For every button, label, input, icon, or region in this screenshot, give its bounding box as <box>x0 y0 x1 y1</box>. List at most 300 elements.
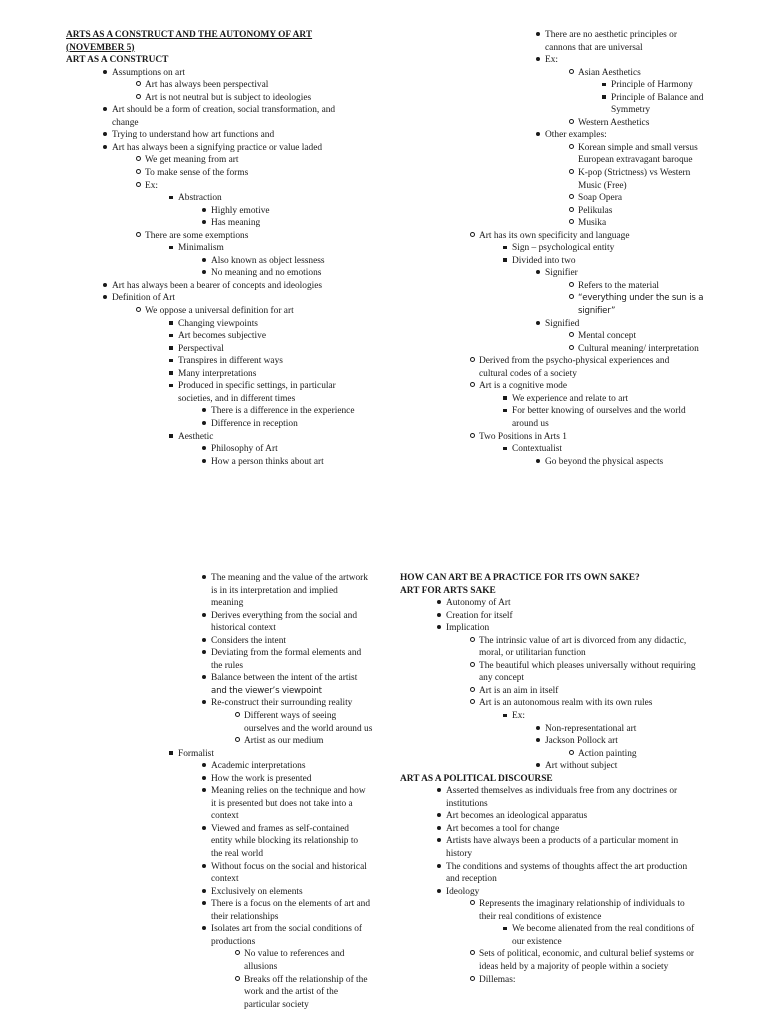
bullet-square-icon <box>164 431 178 444</box>
line-text: “everything under the sun is a <box>578 293 704 304</box>
list-item <box>66 773 386 786</box>
bullet-circle-icon <box>564 167 578 180</box>
list-item <box>66 748 386 761</box>
list-item <box>66 610 386 623</box>
line-text: meaning <box>211 598 244 609</box>
list-item <box>66 79 356 92</box>
text-line <box>66 585 386 598</box>
bullet-dot-icon <box>531 129 545 142</box>
bullet-circle-icon <box>564 142 578 155</box>
list-item <box>400 292 730 305</box>
line-text: Academic interpretations <box>211 761 306 772</box>
list-item <box>400 431 730 444</box>
bullet-dot-icon <box>531 760 545 773</box>
list-item <box>66 330 356 343</box>
text-line <box>66 597 386 610</box>
column-top-left <box>66 29 356 468</box>
line-text: Transpires in different ways <box>178 356 283 367</box>
bullet-dot-icon <box>197 205 211 218</box>
list-item <box>400 54 730 67</box>
list-item <box>66 242 356 255</box>
bullet-dot-icon <box>197 672 211 685</box>
text-line <box>66 835 386 848</box>
list-item <box>400 255 730 268</box>
list-item <box>66 948 386 961</box>
bullet-dot-icon <box>197 418 211 431</box>
text-line <box>400 104 730 117</box>
line-text: For better knowing of ourselves and the world <box>512 406 686 417</box>
line-text: entity while blocking its relationship to <box>211 836 359 847</box>
line-text: any concept <box>479 673 525 684</box>
line-text: the real world <box>211 849 264 860</box>
list-item <box>400 710 730 723</box>
list-item <box>66 154 356 167</box>
line-text: Korean simple and small versus <box>578 142 698 153</box>
line-text: Art without subject <box>545 761 618 772</box>
list-item <box>400 92 730 105</box>
bullet-dot-icon <box>197 760 211 773</box>
line-text: There are no aesthetic principles or <box>545 30 677 40</box>
list-item <box>400 974 730 987</box>
list-item <box>400 117 730 130</box>
line-text: Music (Free) <box>578 180 627 191</box>
line-text: signifier” <box>578 306 616 317</box>
bullet-square-icon <box>597 79 611 92</box>
list-item <box>400 861 730 874</box>
line-text: cultural codes of a society <box>479 368 577 379</box>
line-text: Derives everything from the social and <box>211 610 358 621</box>
line-text: Asian Aesthetics <box>578 67 641 78</box>
list-item <box>400 67 730 80</box>
list-item <box>400 760 730 773</box>
section-heading <box>400 572 730 585</box>
list-item <box>66 697 386 710</box>
line-text: Definition of Art <box>112 293 176 304</box>
bullet-circle-icon <box>131 167 145 180</box>
bullet-dot-icon <box>197 823 211 836</box>
list-item <box>66 735 386 748</box>
bullet-dot-icon <box>197 217 211 230</box>
bullet-square-icon <box>498 405 512 418</box>
bullet-dot-icon <box>197 267 211 280</box>
line-text: Deviating from the formal elements and <box>211 648 362 659</box>
line-text: K-pop (Strictness) vs Western <box>578 168 691 179</box>
bullet-circle-icon <box>465 431 479 444</box>
list-item <box>66 318 356 331</box>
line-text: Exclusively on elements <box>211 886 303 897</box>
text-line <box>400 42 730 55</box>
bullet-square-icon <box>498 710 512 723</box>
list-item <box>66 635 386 648</box>
line-text: Ideology <box>446 886 480 897</box>
list-item <box>66 67 356 80</box>
bullet-dot-icon <box>98 67 112 80</box>
bullet-circle-icon <box>564 343 578 356</box>
line-text: Aesthetic <box>178 431 214 442</box>
line-text: Produced in specific settings, in particular <box>178 381 336 392</box>
text-line <box>400 961 730 974</box>
line-text: and reception <box>446 874 497 885</box>
list-item <box>400 622 730 635</box>
line-text: is in its interpretation and implied <box>211 585 338 596</box>
list-item <box>66 104 356 117</box>
bullet-circle-icon <box>131 305 145 318</box>
line-text: Represents the imaginary relationship of individuals to <box>479 899 685 910</box>
list-item <box>400 79 730 92</box>
line-text: Minimalism <box>178 243 224 254</box>
bullet-dot-icon <box>197 456 211 469</box>
bullet-square-icon <box>164 330 178 343</box>
list-item <box>66 217 356 230</box>
list-item <box>66 898 386 911</box>
list-item <box>66 785 386 798</box>
line-text: Art becomes a tool for change <box>446 823 560 834</box>
list-item <box>400 267 730 280</box>
line-text: Art is not neutral but is subject to ideologies <box>145 92 312 103</box>
line-text: and the viewer’s viewpoint <box>211 685 322 696</box>
line-text: Has meaning <box>211 218 261 229</box>
bullet-dot-icon <box>432 597 446 610</box>
list-item <box>400 785 730 798</box>
line-text: The meaning and the value of the artwork <box>211 573 368 583</box>
line-text: Pelikulas <box>578 205 613 216</box>
line-text: Signified <box>545 318 580 329</box>
line-text: moral, or utilitarian function <box>479 648 586 659</box>
line-text: Autonomy of Art <box>446 598 511 609</box>
line-text: We get meaning from art <box>145 155 239 166</box>
bullet-dot-icon <box>531 318 545 331</box>
line-text: work and the artist of the <box>244 987 338 998</box>
line-text: Changing viewpoints <box>178 318 258 329</box>
line-text: Signifier <box>545 268 578 279</box>
list-item <box>66 368 356 381</box>
text-line <box>66 798 386 811</box>
line-text: cannons that are universal <box>545 42 643 53</box>
list-item <box>66 572 386 585</box>
line-text: Go beyond the physical aspects <box>545 456 664 467</box>
bullet-dot-icon <box>98 142 112 155</box>
list-item <box>66 280 356 293</box>
bullet-dot-icon <box>197 886 211 899</box>
bullet-circle-icon <box>131 180 145 193</box>
bullet-circle-icon <box>465 230 479 243</box>
text-line <box>66 936 386 949</box>
list-item <box>400 886 730 899</box>
line-text: European extravagant baroque <box>578 155 693 166</box>
text-line <box>66 660 386 673</box>
bullet-square-icon <box>164 368 178 381</box>
line-text: Also known as object lessness <box>211 255 325 266</box>
list-item <box>66 355 356 368</box>
bullet-dot-icon <box>432 610 446 623</box>
line-text: Implication <box>446 623 490 634</box>
bullet-dot-icon <box>432 835 446 848</box>
bullet-circle-icon <box>465 974 479 987</box>
line-text: Meaning relies on the technique and how <box>211 786 366 797</box>
line-text: Sign – psychological entity <box>512 243 615 254</box>
bullet-square-icon <box>498 255 512 268</box>
list-item <box>66 923 386 936</box>
line-text: Non-representational art <box>545 723 637 734</box>
line-text: Re-construct their surrounding reality <box>211 698 353 709</box>
section-heading <box>66 29 356 42</box>
bullet-dot-icon <box>197 635 211 648</box>
line-text: Action painting <box>578 748 637 759</box>
bullet-dot-icon <box>432 785 446 798</box>
bullet-dot-icon <box>197 861 211 874</box>
list-item <box>66 380 356 393</box>
list-item <box>66 861 386 874</box>
line-text: Highly emotive <box>211 205 270 216</box>
list-item <box>400 205 730 218</box>
line-text: their real conditions of existence <box>479 911 602 922</box>
list-item <box>400 923 730 936</box>
bullet-circle-icon <box>465 380 479 393</box>
line-text: HOW CAN ART BE A PRACTICE FOR ITS OWN SAKE? <box>400 573 640 583</box>
line-text: Assumptions on art <box>112 67 185 78</box>
line-text: Divided into two <box>512 255 576 266</box>
list-item <box>400 330 730 343</box>
line-text: ourselves and the world around us <box>244 723 373 734</box>
bullet-dot-icon <box>197 785 211 798</box>
line-text: Soap Opera <box>578 193 622 204</box>
column-bottom-right <box>400 572 730 986</box>
line-text: Art has always been a signifying practice or value laded <box>112 142 323 153</box>
line-text: Principle of Balance and <box>611 92 704 103</box>
bullet-circle-icon <box>564 205 578 218</box>
line-text: Jackson Pollock art <box>545 736 618 747</box>
bullet-circle-icon <box>564 748 578 761</box>
line-text: Artists have always been a products of a particular moment in <box>446 836 679 847</box>
line-text: Trying to understand how art functions and <box>112 130 275 141</box>
bullet-dot-icon <box>432 810 446 823</box>
line-text: We experience and relate to art <box>512 393 629 404</box>
list-item <box>400 343 730 356</box>
bullet-dot-icon <box>197 923 211 936</box>
section-heading <box>400 773 730 786</box>
list-item <box>400 635 730 648</box>
list-item <box>400 242 730 255</box>
line-text: Art has its own specificity and language <box>479 230 630 241</box>
bullet-dot-icon <box>531 54 545 67</box>
bullet-dot-icon <box>197 610 211 623</box>
text-line <box>66 986 386 999</box>
list-item <box>400 393 730 406</box>
line-text: No meaning and no emotions <box>211 268 322 279</box>
line-text: Two Positions in Arts 1 <box>479 431 567 442</box>
text-line <box>400 180 730 193</box>
line-text: Art becomes subjective <box>178 331 266 342</box>
list-item <box>66 886 386 899</box>
list-item <box>66 456 356 469</box>
bullet-dot-icon <box>197 572 211 585</box>
line-text: Principle of Harmony <box>611 80 693 91</box>
line-text: Sets of political, economic, and cultural belief systems or <box>479 949 695 960</box>
line-text: Mental concept <box>578 331 637 342</box>
line-text: Creation for itself <box>446 610 513 621</box>
line-text: Cultural meaning/ interpretation <box>578 343 699 354</box>
list-item <box>66 255 356 268</box>
list-item <box>66 92 356 105</box>
line-text: history <box>446 849 473 860</box>
line-text: institutions <box>446 798 488 809</box>
bullet-dot-icon <box>98 280 112 293</box>
list-item <box>66 292 356 305</box>
line-text: Art is an autonomous realm with its own rules <box>479 698 653 709</box>
list-item <box>400 167 730 180</box>
bullet-dot-icon <box>531 456 545 469</box>
bullet-circle-icon <box>230 948 244 961</box>
bullet-circle-icon <box>465 355 479 368</box>
bullet-circle-icon <box>465 660 479 673</box>
bullet-square-icon <box>498 393 512 406</box>
bullet-square-icon <box>597 92 611 105</box>
bullet-circle-icon <box>465 685 479 698</box>
line-text: There is a difference in the experience <box>211 406 355 417</box>
text-line <box>400 647 730 660</box>
bullet-circle-icon <box>564 67 578 80</box>
bullet-square-icon <box>498 443 512 456</box>
bullet-circle-icon <box>230 735 244 748</box>
list-item <box>66 343 356 356</box>
bullet-dot-icon <box>432 622 446 635</box>
line-text: No value to references and <box>244 949 345 960</box>
list-item <box>400 610 730 623</box>
list-item <box>400 29 730 42</box>
bullet-square-icon <box>164 242 178 255</box>
text-line <box>400 672 730 685</box>
line-text: Ex: <box>512 711 526 722</box>
line-text: Formalist <box>178 748 214 759</box>
text-line <box>66 622 386 635</box>
line-text: To make sense of the forms <box>145 168 249 179</box>
column-bottom-left <box>66 572 386 1011</box>
column-top-right <box>400 29 730 468</box>
bullet-circle-icon <box>131 230 145 243</box>
line-text: Musika <box>578 218 607 229</box>
bullet-dot-icon <box>98 104 112 117</box>
text-line <box>400 873 730 886</box>
list-item <box>66 443 356 456</box>
text-line <box>66 999 386 1012</box>
list-item <box>400 217 730 230</box>
text-line <box>400 305 730 318</box>
line-text: Balance between the intent of the artist <box>211 673 358 684</box>
list-item <box>400 685 730 698</box>
bullet-circle-icon <box>564 217 578 230</box>
list-item <box>400 898 730 911</box>
line-text: Viewed and frames as self-contained <box>211 823 349 834</box>
bullet-circle-icon <box>230 974 244 987</box>
line-text: allusions <box>244 961 278 972</box>
line-text: Perspectival <box>178 343 224 354</box>
line-text: ART AS A POLITICAL DISCOURSE <box>400 773 553 784</box>
line-text: We become alienated from the real conditions of <box>512 924 695 935</box>
bullet-circle-icon <box>564 330 578 343</box>
bullet-dot-icon <box>531 29 545 42</box>
line-text: Refers to the material <box>578 280 659 291</box>
list-item <box>400 697 730 710</box>
line-text: their relationships <box>211 911 279 922</box>
line-text: Art is a cognitive mode <box>479 381 568 392</box>
line-text: the rules <box>211 660 244 671</box>
bullet-circle-icon <box>131 92 145 105</box>
list-item <box>400 948 730 961</box>
line-text: our existence <box>512 936 562 947</box>
line-text: Difference in reception <box>211 418 298 429</box>
list-item <box>400 280 730 293</box>
bullet-circle-icon <box>564 192 578 205</box>
line-text: Derived from the psycho-physical experiences and <box>479 356 670 367</box>
bullet-dot-icon <box>98 129 112 142</box>
bullet-square-icon <box>498 923 512 936</box>
line-text: We oppose a universal definition for art <box>145 306 294 317</box>
line-text: ARTS AS A CONSTRUCT AND THE AUTONOMY OF ART <box>66 30 313 40</box>
bullet-circle-icon <box>465 697 479 710</box>
line-text: The beautiful which pleases universally without requiring <box>479 660 696 671</box>
bullet-dot-icon <box>432 823 446 836</box>
list-item <box>400 230 730 243</box>
bullet-square-icon <box>164 192 178 205</box>
line-text: Art has always been a bearer of concepts and ideologies <box>112 280 323 291</box>
line-text: Art has always been perspectival <box>145 80 269 91</box>
list-item <box>66 267 356 280</box>
list-item <box>66 823 386 836</box>
bullet-circle-icon <box>564 280 578 293</box>
line-text: Other examples: <box>545 130 607 141</box>
bullet-dot-icon <box>197 898 211 911</box>
bullet-dot-icon <box>197 405 211 418</box>
line-text: context <box>211 874 239 885</box>
text-line <box>66 848 386 861</box>
text-line <box>66 961 386 974</box>
list-item <box>400 823 730 836</box>
list-item <box>400 443 730 456</box>
line-text: (NOVEMBER 5) <box>66 42 135 53</box>
line-text: There is a focus on the elements of art and <box>211 899 371 910</box>
line-text: Without focus on the social and historical <box>211 861 367 872</box>
list-item <box>66 974 386 987</box>
line-text: productions <box>211 936 256 947</box>
text-line <box>66 810 386 823</box>
line-text: context <box>211 811 239 822</box>
line-text: change <box>112 117 139 128</box>
list-item <box>66 431 356 444</box>
line-text: ideas held by a majority of people within a society <box>479 961 669 972</box>
line-text: How a person thinks about art <box>211 456 324 467</box>
line-text: ART AS A CONSTRUCT <box>66 55 169 66</box>
bullet-square-icon <box>164 318 178 331</box>
list-item <box>66 129 356 142</box>
text-line <box>400 154 730 167</box>
line-text: Considers the intent <box>211 635 286 646</box>
text-line <box>66 911 386 924</box>
line-text: Art is an aim in itself <box>479 685 559 696</box>
bullet-dot-icon <box>531 267 545 280</box>
list-item <box>66 418 356 431</box>
line-text: Abstraction <box>178 193 222 204</box>
bullet-circle-icon <box>465 635 479 648</box>
list-item <box>66 647 386 660</box>
line-text: Different ways of seeing <box>244 711 337 722</box>
text-line <box>400 798 730 811</box>
line-text: The intrinsic value of art is divorced from any didactic, <box>479 635 687 646</box>
line-text: The conditions and systems of thoughts affect the art production <box>446 861 688 872</box>
line-text: There are some exemptions <box>145 230 249 241</box>
line-text: societies, and in different times <box>178 393 296 404</box>
list-item <box>400 597 730 610</box>
text-line <box>400 848 730 861</box>
